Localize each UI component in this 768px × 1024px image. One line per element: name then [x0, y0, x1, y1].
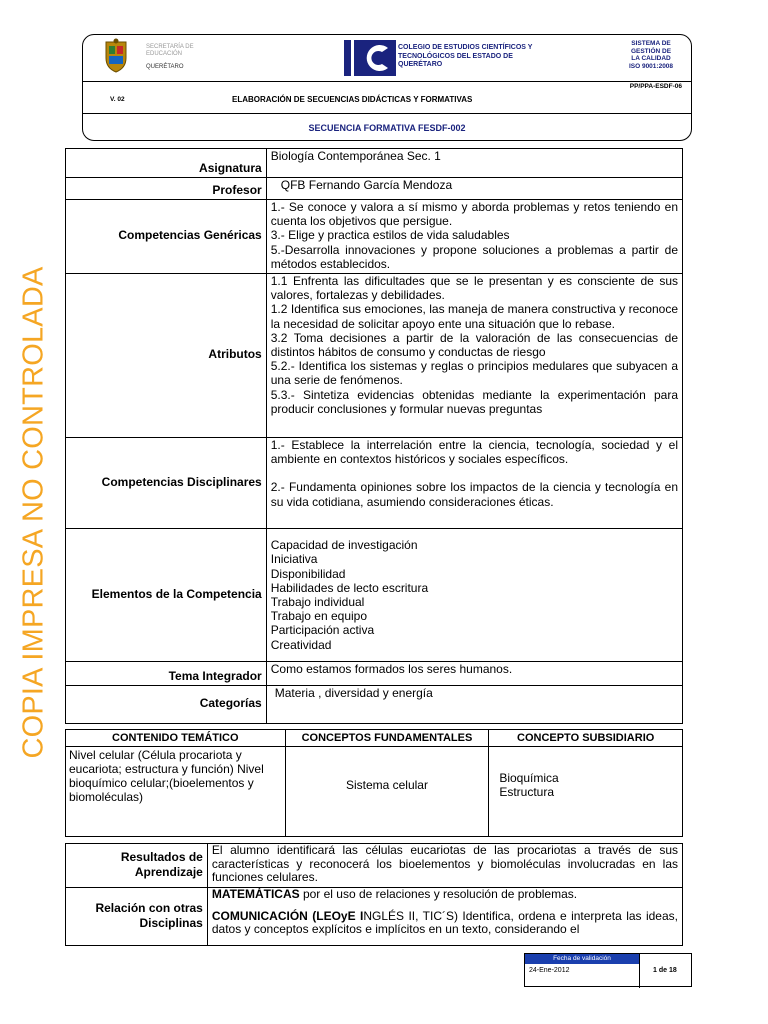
table-row — [66, 888, 683, 946]
conceptos-fundamentales-value: Sistema celular — [285, 747, 489, 837]
table-row — [66, 274, 683, 438]
elementos-value — [266, 529, 682, 662]
list-item: Habilidades de lecto escritura — [270, 580, 429, 595]
list-item: 5.2.- Identifica los sistemas y reglas o principios medulares que subyacen a una serie de fenómenos. — [270, 359, 678, 388]
tema-integrador-label: Tema Integrador — [66, 662, 267, 686]
profesor-label: Profesor — [66, 178, 267, 200]
resultados-label — [66, 844, 208, 888]
document-title: ELABORACIÓN DE SECUENCIAS DIDÁCTICAS Y FORMATIVAS — [232, 95, 473, 104]
atributos-value — [266, 274, 682, 438]
table-header-row — [66, 730, 683, 747]
relacion-matematicas — [212, 888, 678, 902]
column-header: CONTENIDO TEMÁTICO — [66, 730, 286, 747]
discipline-name: MATEMÁTICAS — [211, 887, 300, 901]
secretaria-label — [146, 44, 216, 71]
sgc-line: LA CALIDAD — [631, 55, 671, 62]
column-header: CONCEPTOS FUNDAMENTALES — [285, 730, 489, 747]
elementos-label: Elementos de la Competencia — [66, 529, 267, 662]
profesor-value: QFB Fernando García Mendoza — [266, 178, 682, 200]
sequence-title: SECUENCIA FORMATIVA FESDF-002 — [308, 123, 466, 133]
list-item: Creatividad — [270, 637, 332, 652]
label-line: Relación con otras — [95, 901, 203, 916]
tema-integrador-value: Como estamos formados los seres humanos. — [266, 662, 682, 686]
validation-divider — [639, 954, 640, 988]
validation-box — [524, 953, 692, 987]
discipline-text: Identifica, ordena e interpreta las ideas, datos y conceptos explícitos e implícitos en un texto, considerando el — [211, 908, 678, 937]
resultados-table — [65, 843, 683, 946]
list-item: 3.2 Toma decisiones a partir de la valoración de las consecuencias de distintos hábitos de consumo y conductas de riesgo — [270, 330, 678, 360]
document-header — [82, 34, 692, 144]
asignatura-label: Asignatura — [66, 149, 267, 178]
validation-label: Fecha de validación — [525, 954, 639, 964]
concepto-subsidiario-value — [489, 747, 683, 837]
discipline-text: por el uso de relaciones y resolución de problemas. — [299, 887, 578, 901]
sgc-line: GESTIÓN DE — [630, 47, 672, 55]
discipline-name-rest: NGLÉS II, TIC´S) — [363, 908, 458, 923]
discipline-name: COMUNICACIÓN (LEOyE I — [211, 908, 364, 923]
estado-text: QUERÉTARO — [146, 64, 184, 70]
list-item: Bioquímica — [499, 770, 559, 785]
cecyteq-logo-icon — [344, 38, 396, 78]
competencies-table — [65, 148, 683, 724]
label-line: Resultados de — [120, 850, 203, 865]
watermark-text: COPIA IMPRESA NO CONTROLADA — [17, 265, 50, 759]
table-row — [66, 529, 683, 662]
sgc-block — [616, 40, 686, 70]
asignatura-value: Biología Contemporánea Sec. 1 — [266, 149, 682, 178]
atributos-label: Atributos — [66, 274, 267, 438]
table-row — [66, 438, 683, 529]
list-item: 2.- Fundamenta opiniones sobre los impactos de la ciencia y tecnología en su vida cotidiana, asumiendo consideraciones éticas. — [270, 480, 678, 509]
state-crest-icon — [100, 38, 132, 76]
document-version: V. 02 — [110, 96, 125, 103]
list-item: 1.1 Enfrenta las dificultades que se le presentan y es consciente de sus valores, fortalezas y debilidades. — [270, 274, 678, 303]
categorias-label: Categorías — [66, 686, 267, 724]
categorias-value: Materia , diversidad y energía — [266, 686, 682, 724]
list-item: 1.- Establece la interrelación entre la ciencia, tecnología, sociedad y el ambiente en contextos históricos y sociales específicos. — [270, 438, 678, 467]
sgc-line: ISO 9001:2008 — [628, 62, 674, 70]
list-item: 1.- Se conoce y valora a sí mismo y aborda problemas y retos teniendo en cuenta los objetivos que persigue. — [270, 200, 678, 229]
table-row — [66, 662, 683, 686]
competencias-genericas-label: Competencias Genéricas — [66, 200, 267, 274]
relacion-value — [207, 888, 682, 946]
contenido-table — [65, 729, 683, 837]
table-row — [66, 149, 683, 178]
list-item: Trabajo en equipo — [270, 609, 368, 624]
table-row — [66, 200, 683, 274]
list-item: Disponibilidad — [270, 566, 346, 581]
competencias-disciplinares-value — [266, 438, 682, 529]
competencias-genericas-value — [266, 200, 682, 274]
watermark — [6, 256, 62, 768]
institution-name: COLEGIO DE ESTUDIOS CIENTÍFICOS Y TECNOLÓGICOS DEL ESTADO DE QUERÉTARO — [398, 44, 533, 68]
validation-date: 24-Ene-2012 — [529, 967, 570, 974]
list-item: 5.3.- Sintetiza evidencias obtenidas mediante la experimentación para producir conclusiones y formular nuevas preguntas — [270, 387, 678, 416]
list-item: Iniciativa — [270, 552, 318, 567]
label-line: Aprendizaje — [134, 864, 203, 879]
list-item: 3.- Elige y practica estilos de vida saludables — [270, 228, 510, 243]
list-item: 1.2 Identifica sus emociones, las maneja de manera constructiva y reconoce la necesidad de solicitar apoyo ente una situación que lo rebase. — [270, 302, 678, 331]
document-code: PP/PPA-ESDF-06 — [629, 83, 682, 90]
list-item: Trabajo individual — [270, 595, 365, 609]
resultados-value: El alumno identificará las células eucariotas de las procariotas a través de sus características y reconocerá los bioelementos y biomoléculas involucradas en las funciones celulares. — [207, 844, 682, 888]
table-row — [66, 747, 683, 837]
table-row — [66, 686, 683, 724]
sgc-line: SISTEMA DE — [631, 40, 671, 47]
contenido-tematico-value: Nivel celular (Célula procariota y eucariota; estructura y función) Nivel bioquímico celular;(bioelementos y biomoléculas) — [66, 747, 286, 837]
label-line: Disciplinas — [139, 915, 203, 930]
relacion-label — [66, 888, 208, 946]
page-number: 1 de 18 — [653, 967, 677, 974]
relacion-comunicacion — [212, 910, 678, 937]
table-row — [66, 178, 683, 200]
list-item: Estructura — [499, 784, 554, 799]
list-item: 5.-Desarrolla innovaciones y propone soluciones a problemas a partir de métodos establecidos. — [270, 242, 678, 271]
secretaria-text: SECRETARÍA DE EDUCACIÓN — [146, 44, 194, 57]
table-row — [66, 844, 683, 888]
list-item: Capacidad de investigación — [270, 538, 418, 553]
competencias-disciplinares-label: Competencias Disciplinares — [66, 438, 267, 529]
column-header: CONCEPTO SUBSIDIARIO — [489, 730, 683, 747]
list-item: Participación activa — [270, 623, 375, 638]
